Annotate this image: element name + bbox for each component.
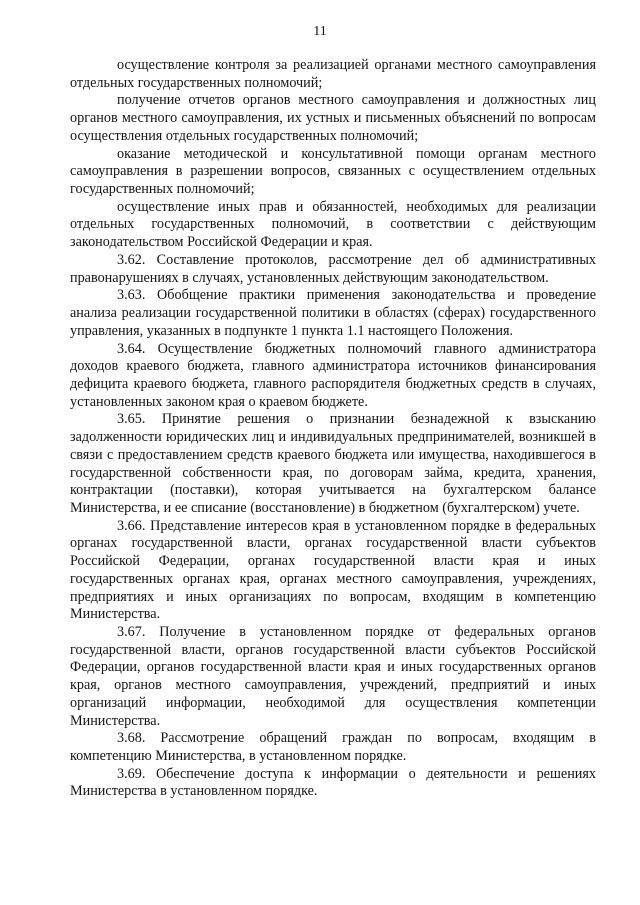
paragraph-control-implementation: осуществление контроля за реализацией органами местного самоуправления отдельных государственных полномочий; bbox=[70, 57, 596, 91]
page-number: 11 bbox=[313, 24, 327, 39]
paragraph-3-68: 3.68. Рассмотрение обращений граждан по вопросам, входящим в компетенцию Министерства, в установленном порядке. bbox=[70, 730, 596, 765]
paragraph-3-64: 3.64. Осуществление бюджетных полномочий главного администратора доходов краевого бюджета, главного администратора источников финансирования дефицита краевого бюджета, главного распорядителя бюджетных средств в случаях, установленных законом края о краевом бюджете. bbox=[70, 340, 596, 410]
paragraph-3-62: 3.62. Составление протоколов, рассмотрение дел об административных правонарушениях в случаях, установленных действующим законодательством. bbox=[70, 251, 596, 286]
paragraph-other-rights: осуществление иных прав и обязанностей, необходимых для реализации отдельных государственных полномочий, в соответствии с действующим законодательством Российской Федерации и края. bbox=[70, 198, 596, 251]
paragraph-reports-receipt: получение отчетов органов местного самоуправления и должностных лиц органов местного самоуправления, их устных и письменных объяснений по вопросам осуществления отдельных государственных полномочий; bbox=[70, 92, 596, 144]
document-body bbox=[70, 57, 596, 801]
paragraph-3-65: 3.65. Принятие решения о признании безнадежной к взысканию задолженности юридических лиц и индивидуальных предпринимателей, возникшей в связи с предоставлением средств краевого бюджета или имущества, находившегося в государственной собственности края, по договорам займа, кредита, хранения, контрактации (поставки), которая учитывается на бухгалтерском балансе Министерства, и ее списание (восстановление) в бюджетном (бухгалтерском) учете. bbox=[70, 411, 596, 516]
paragraph-3-69: 3.69. Обеспечение доступа к информации о деятельности и решениях Министерства в установленном порядке. bbox=[70, 765, 596, 800]
paragraph-methodical-assistance: оказание методической и консультативной помощи органам местного самоуправления в разрешении вопросов, связанных с осуществлением отдельных государственных полномочий; bbox=[70, 145, 596, 198]
paragraph-3-67: 3.67. Получение в установленном порядке от федеральных органов государственной власти, органов государственной власти субъектов Российской Федерации, органов государственной власти края и иных государственных органов края, органов местного самоуправления, учреждений, предприятий и иных организаций информации, необходимой для осуществления компетенции Министерства. bbox=[70, 624, 596, 729]
paragraph-3-66: 3.66. Представление интересов края в установленном порядке в федеральных органах государственной власти, органах государственной власти субъектов Российской Федерации, органах государственной власти края и иных государственных органах края, органах местного самоуправления, учреждениях, предприятиях и иных организациях по вопросам, входящим в компетенцию Министерства. bbox=[70, 517, 596, 623]
paragraph-3-63: 3.63. Обобщение практики применения законодательства и проведение анализа реализации государственной политики в областях (сферах) государственного управления, указанных в подпункте 1 пункта 1.1 настоящего Положения. bbox=[70, 287, 596, 339]
